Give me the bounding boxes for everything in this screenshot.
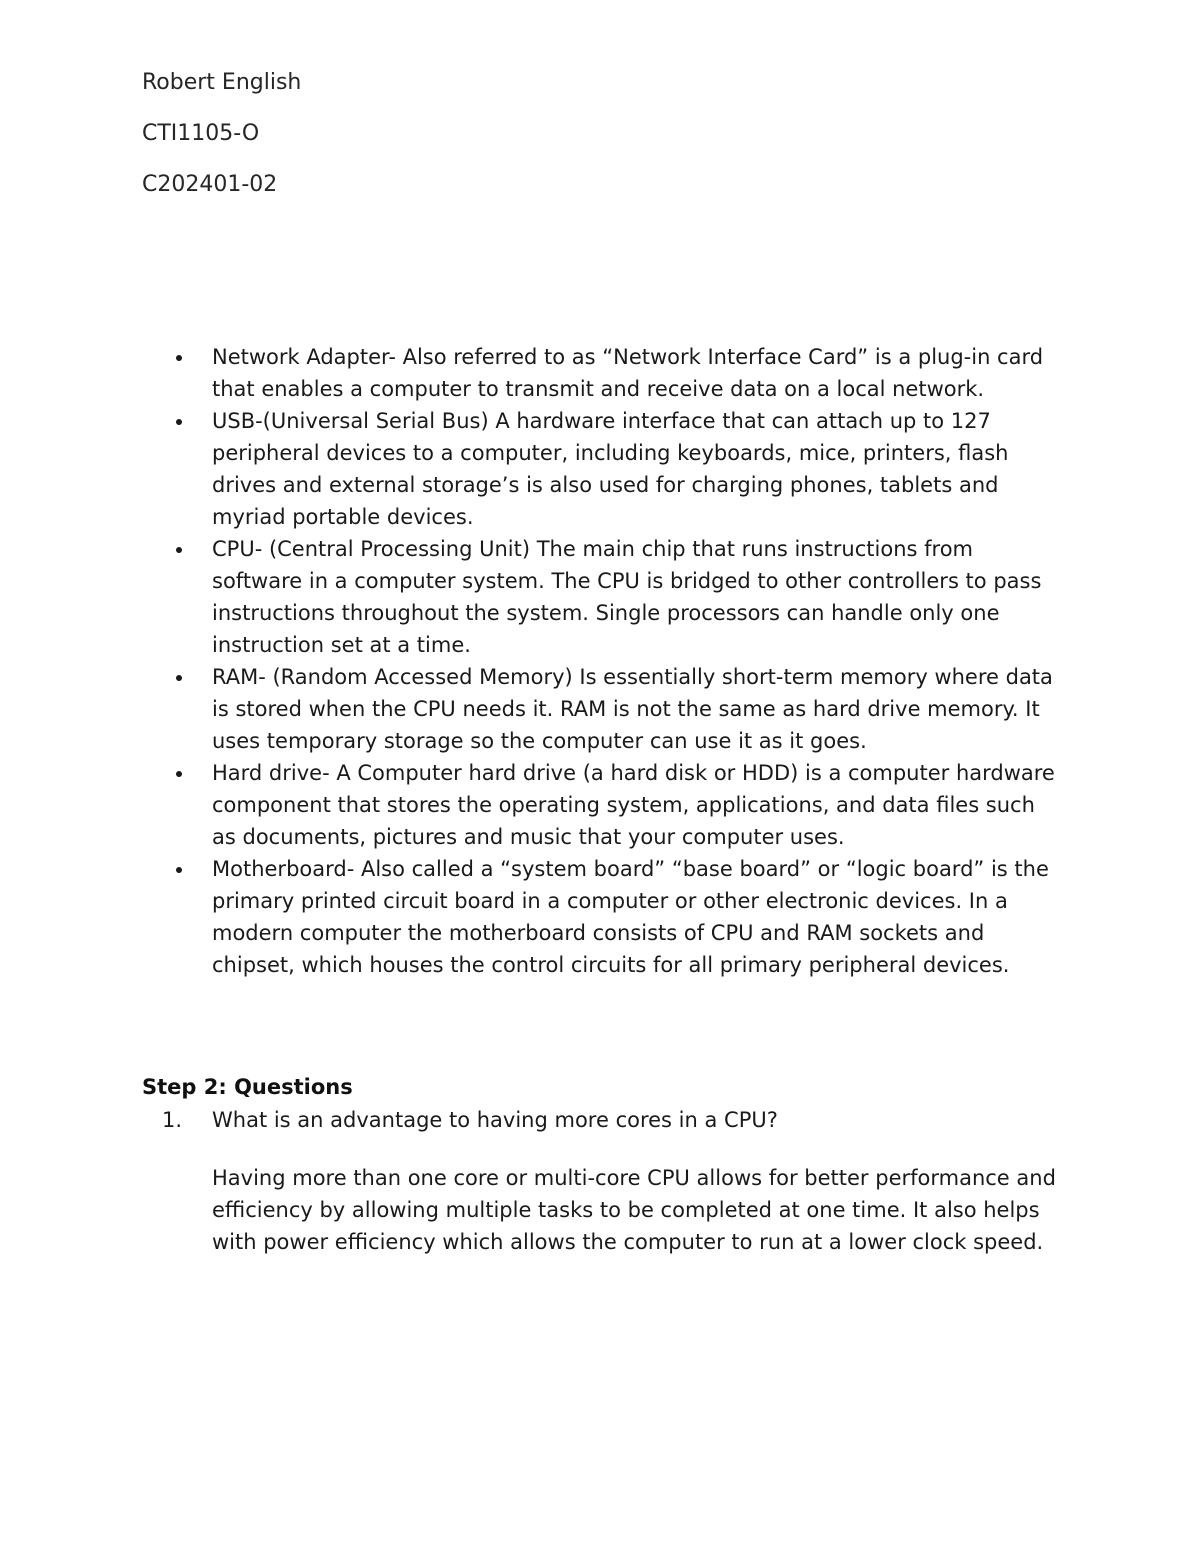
bullet-icon [176,867,182,873]
questions-section [142,1104,1072,1258]
document-header [142,70,301,223]
answer-text: Having more than one core or multi-core CPU allows for better performance and efficiency by allowing multiple tasks to be completed at one time. It also helps with power efficiency which allows the computer to run at a lower clock speed. [212,1166,1056,1254]
bullet-icon [176,547,182,553]
bullet-icon [176,355,182,361]
definition-text: Hard drive- A Computer hard drive (a hard disk or HDD) is a computer hardware component that stores the operating system, applications, and data files such as documents, pictures and music that your computer uses. [212,761,1055,849]
question-number: 1. [162,1108,183,1132]
definitions-list [142,341,1062,981]
student-name: Robert English [142,70,302,95]
bullet-icon [176,675,182,681]
definition-text: RAM- (Random Accessed Memory) Is essentially short-term memory where data is stored when the CPU needs it. RAM is not the same as hard drive memory. It uses temporary storage so the computer can use it as it goes. [212,665,1053,753]
list-item [142,661,1062,757]
list-item [142,853,1062,981]
bullet-icon [176,419,182,425]
definition-text: USB-(Universal Serial Bus) A hardware interface that can attach up to 127 peripheral devices to a computer, including keyboards, mice, printers, flash drives and external storage’s is also used for charging phones, tablets and myriad portable devices. [212,409,1009,529]
question-item [142,1104,1072,1136]
course-code: CTI1105-O [142,121,260,146]
question-text: What is an advantage to having more cores in a CPU? [212,1108,778,1132]
definition-text: Network Adapter- Also referred to as “Network Interface Card” is a plug-in card that enables a computer to transmit and receive data on a local network. [212,345,1044,401]
list-item [142,341,1062,405]
list-item [142,405,1062,533]
definition-text: CPU- (Central Processing Unit) The main chip that runs instructions from software in a computer system. The CPU is bridged to other controllers to pass instructions throughout the system. Single processors can handle only one instruction set at a time. [212,537,1042,657]
list-item [142,533,1062,661]
section-heading: Step 2: Questions [142,1075,353,1099]
bullet-icon [176,771,182,777]
course-section: C202401-02 [142,172,278,197]
list-item [142,757,1062,853]
definition-text: Motherboard- Also called a “system board” “base board” or “logic board” is the primary printed circuit board in a computer or other electronic devices. In a modern computer the motherboard consists of CPU and RAM sockets and chipset, which houses the control circuits for all primary peripheral devices. [212,857,1049,977]
